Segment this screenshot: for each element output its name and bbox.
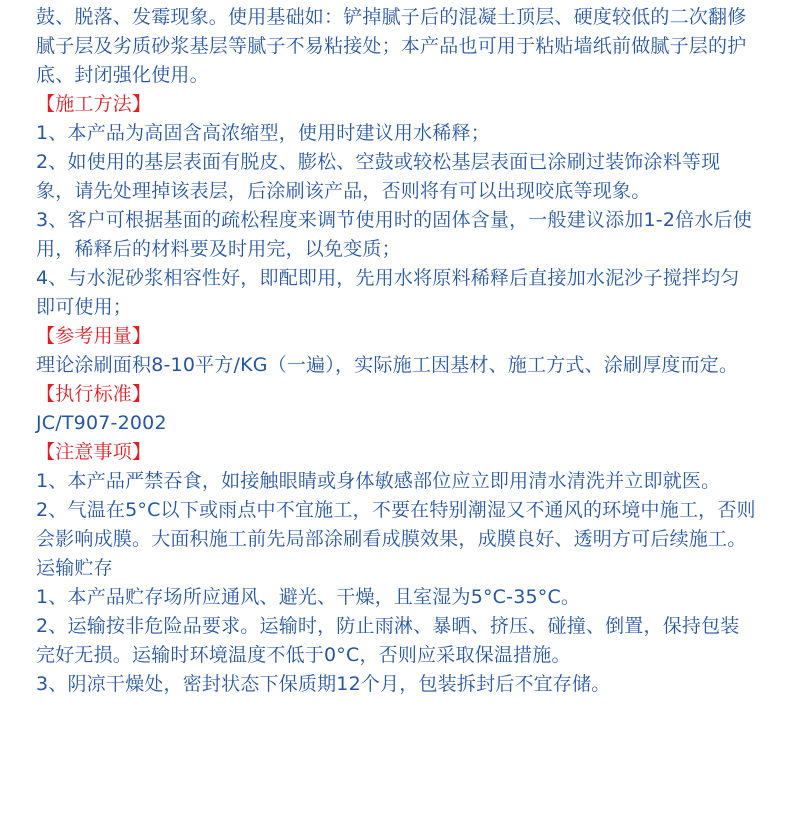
paragraph: 3、客户可根据基面的疏松程度来调节使用时的固体含量，一般建议添加1-2倍水后使用，稀释后的材料要及时用完，以免变质； [36,209,752,260]
paragraph: 4、与水泥砂浆相容性好，即配即用，先用水将原料稀释后直接加水泥沙子搅拌均匀即可使用； [36,267,740,318]
paragraph: 1、本产品严禁吞食，如接触眼睛或身体敏感部位应立即用清水清洗并立即就医。 [36,470,721,492]
paragraph: 2、运输按非危险品要求。运输时，防止雨淋、暴晒、挤压、碰撞、倒置，保持包装完好无损。运输时环境温度不低于0°C，否则应采取保温措施。 [36,615,740,666]
section-heading: 运输贮存 [36,557,113,579]
paragraph: 2、如使用的基层表面有脱皮、膨松、空鼓或较松基层表面已涂刷过装饰涂料等现象，请先处理掉该表层，后涂刷该产品，否则将有可以出现咬底等现象。 [36,151,721,202]
section-transport-storage [36,554,758,699]
section-standard [36,380,758,438]
paragraph: 1、本产品贮存场所应通风、避光、干燥，且室湿为5°C-35°C。 [36,586,581,608]
section-construction-method [36,90,758,322]
section-heading: 【参考用量】 [36,325,152,347]
section-reference-dosage [36,322,758,380]
paragraph: JC/T907-2002 [36,412,167,434]
paragraph: 2、气温在5°C以下或雨点中不宜施工，不要在特别潮湿又不通风的环境中施工，否则会影响成膜。大面积施工前先局部涂刷看成膜效果，成膜良好、透明方可后续施工。 [36,499,756,550]
paragraph: 1、本产品为高固含高浓缩型，使用时建议用水稀释； [36,122,490,144]
section-precautions [36,438,758,554]
product-instructions [36,3,758,699]
paragraph: 3、阴凉干燥处，密封状态下保质期12个月，包装拆封后不宜存储。 [36,673,611,695]
section-heading: 【注意事项】 [36,441,152,463]
paragraph: 理论涂刷面积8-10平方/KG（一遍），实际施工因基材、施工方式、涂刷厚度而定。 [36,354,739,376]
section-heading: 【施工方法】 [36,93,152,115]
intro-paragraph: 鼓、脱落、发霉现象。使用基础如：铲掉腻子后的混凝土顶层、硬度较低的二次翻修腻子层及劣质砂浆基层等腻子不易粘接处；本产品也可用于粘贴墙纸前做腻子层的护底、封闭强化使用。 [36,6,747,86]
section-heading: 【执行标准】 [36,383,152,405]
